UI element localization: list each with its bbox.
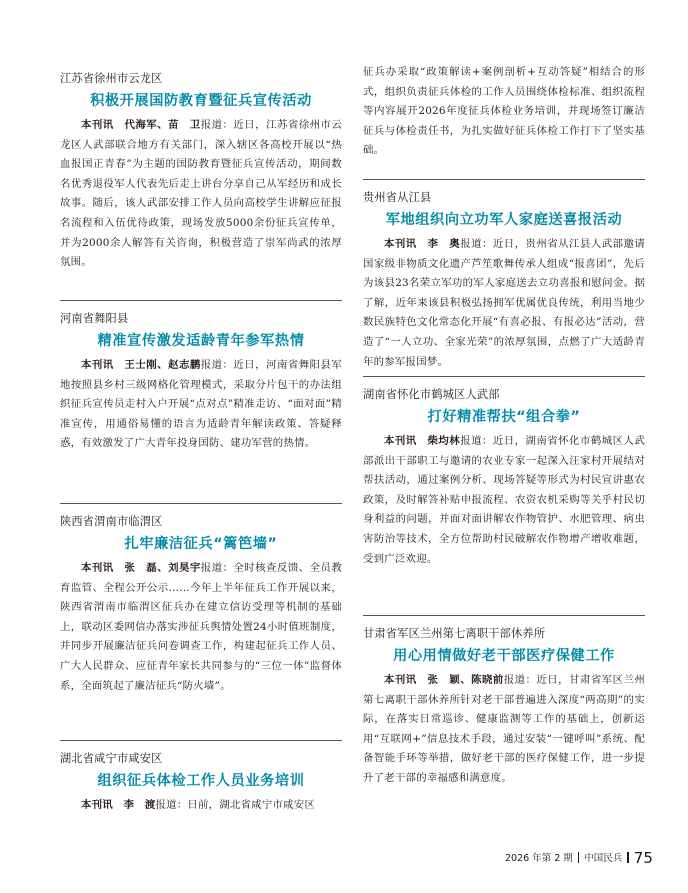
article-title: 积极开展国防教育暨征兵宣传活动 [90, 93, 312, 109]
article-location: 甘肃省军区兰州第七离职干部休养所 [363, 627, 546, 640]
article-location: 湖北省咸宁市咸安区 [60, 752, 163, 765]
article-7 [363, 615, 645, 789]
article-5 [363, 179, 645, 372]
article-location: 江苏省徐州市云龙区 [60, 72, 163, 85]
article-text: 报道：近日，河南省舞阳县军地按照县乡村三级网格化管理模式，采取分片包干的办法组织征兵宣传员走村入户开展“点对点”精准走访、“面对面”精准宣传，用通俗易懂的语言为适龄青年解读政策、答疑释惑，有效激发了广大青年投身国防、建功军营的热情。 [60, 359, 343, 450]
article-4 [60, 740, 342, 816]
article-text: 报道：全时核查反馈、全员教育监管、全程公开公示……今年上半年征兵工作开展以来，陕西省渭南市临渭区征兵办在建立信访受理等机制的基础上，联动区委网信办落实涉征兵舆情处置24小时值班制度，并同步开展廉洁征兵问卷调查工作，构建起征兵工作人员、广大人民群众、应征青年家长共同参与的“三位一体”监督体系，全面筑起了廉洁征兵“防火墙”。 [60, 562, 343, 692]
article-body [363, 671, 645, 789]
page-number: 75 [633, 849, 653, 867]
article-title: 扎牢廉洁征兵“篱笆墙” [124, 536, 278, 552]
magazine-name: 中国民兵 [584, 853, 623, 864]
article-body [363, 235, 645, 372]
article-title: 用心用情做好老干部医疗保健工作 [393, 648, 615, 664]
article-byline: 本刊讯 李 渡 [81, 799, 156, 811]
article-byline: 本刊讯 张 磊、刘昊宇 [81, 562, 201, 574]
article-title: 组织征兵体检工作人员业务培训 [97, 773, 305, 789]
article-title: 精准宣传激发适龄青年参军热情 [97, 333, 305, 349]
article-byline: 本刊讯 柴均林 [384, 435, 461, 447]
page-footer [505, 849, 653, 867]
article-location: 河南省舞阳县 [60, 312, 129, 325]
article-6 [363, 376, 645, 569]
article-title: 打好精准帮扶“组合拳” [427, 409, 581, 425]
article-body [60, 559, 342, 696]
article-body [60, 116, 342, 273]
article-4-continued [363, 63, 645, 161]
article-body [363, 432, 645, 569]
article-byline: 本刊讯 李 奥 [384, 238, 461, 250]
article-body [60, 356, 342, 454]
article-text: 报道：近日，甘肃省军区兰州第七离职干部休养所针对老干部普遍进入深度“两高期”的实际，在落实日常巡诊、健康监测等工作的基础上，创新运用“互联网+”信息技术手段，通过安装“一键呼叫”系统、配备智能手环等举措，做好老干部的医疗保健工作，进一步提升了老干部的幸福感和满意度。 [363, 674, 646, 784]
issue-label: 2026 年第 2 期 [505, 853, 573, 864]
footer-divider [578, 852, 580, 863]
footer-divider [627, 852, 629, 863]
article-3 [60, 503, 342, 696]
article-byline: 本刊讯 王士刚、赵志鹏 [81, 359, 201, 371]
article-location: 贵州省从江县 [363, 191, 432, 204]
article-location: 陕西省渭南市临渭区 [60, 515, 163, 528]
article-byline: 本刊讯 代海军、苗 卫 [81, 119, 201, 131]
article-continuation: 征兵办采取“政策解读+案例剖析+互动答疑”相结合的形式，组织负责征兵体检的工作人员围绕体检标准、组织流程等内容展开2026年度征兵体检业务培训，并现场签订廉洁征兵与体检责任书，为扎实做好征兵体检工作打下了坚实基础。 [363, 66, 645, 157]
article-byline: 本刊讯 张 颖、陈晓前 [384, 674, 504, 686]
article-title: 军地组织向立功军人家庭送喜报活动 [385, 212, 623, 228]
article-text: 报道：近日，江苏省徐州市云龙区人武部联合地方有关部门，深入辖区各高校开展以“热血报国正青春”为主题的国防教育暨征兵宣传活动，期间数名优秀退役军人代表先后走上讲台分享自己从军经历和成长故事。随后，该人武部安排工作人员向高校学生讲解应征报名流程和入伍优待政策，现场发放5000余份征兵宣传单，并为2000余人解答有关咨询，积极营造了崇军尚武的浓厚氛围。 [60, 119, 343, 269]
article-1 [60, 71, 342, 273]
article-location: 湖南省怀化市鹤城区人武部 [363, 388, 500, 401]
article-body [60, 796, 342, 816]
article-2 [60, 300, 342, 454]
article-text: 报道：近日，湖南省怀化市鹤城区人武部派出干部职工与邀请的农业专家一起深入汪家村开展结对帮扶活动，通过案例分析、现场答疑等形式为村民宣讲惠农政策，及时解答补贴申报流程、农资农机采购等关乎村民切身利益的问题，并面对面讲解农作物管护、水肥管理、病虫害防治等技术，全方位帮助村民破解农作物增产增收难题，受到广泛欢迎。 [363, 435, 646, 565]
article-text: 报道：日前，湖北省咸宁市咸安区 [155, 799, 316, 811]
article-text: 报道：近日，贵州省从江县人武部邀请国家级非物质文化遗产芦笙歌舞传承人组成“报喜团”，先后为该县23名荣立军功的军人家庭送去立功喜报和慰问金。据了解，近年来该县积极弘扬拥军优属优良传统，利用当地少数民族特色文化常态化开展“有喜必报、有报必达”活动，营造了“一人立功、全家光荣”的浓厚氛围，点燃了广大适龄青年的参军报国梦。 [363, 238, 646, 368]
